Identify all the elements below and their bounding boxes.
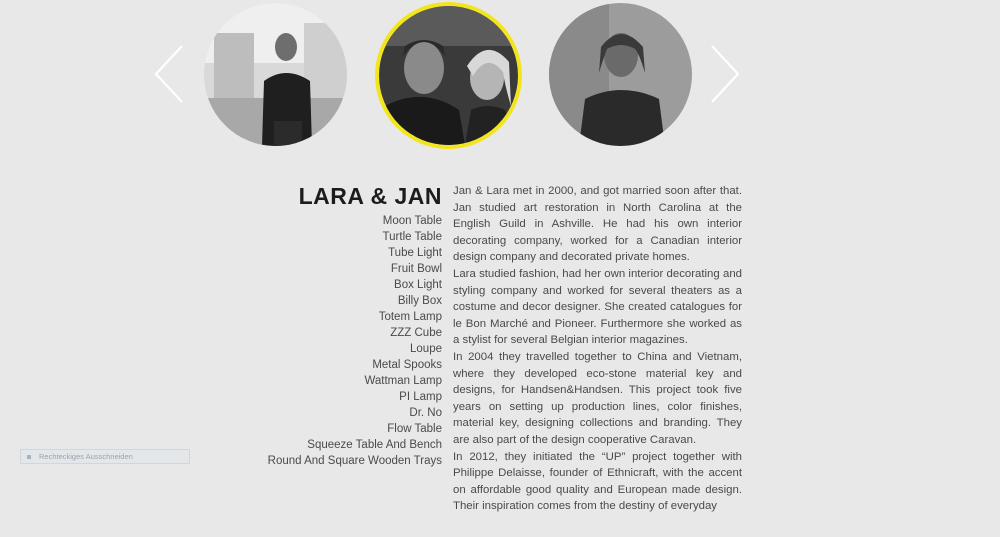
product-link[interactable]: Round And Square Wooden Trays bbox=[267, 455, 442, 467]
product-link[interactable]: Tube Light bbox=[388, 247, 442, 259]
designer-portrait-selected[interactable] bbox=[375, 2, 522, 149]
product-link[interactable]: Billy Box bbox=[397, 295, 442, 307]
product-link[interactable]: Box Light bbox=[394, 279, 442, 291]
designer-portrait-left[interactable] bbox=[204, 3, 347, 146]
tooltip-dot-icon bbox=[27, 455, 31, 459]
product-link[interactable]: Turtle Table bbox=[382, 231, 442, 243]
carousel-prev-button[interactable] bbox=[152, 42, 186, 106]
portrait-photo bbox=[379, 6, 518, 145]
product-link[interactable]: Metal Spooks bbox=[372, 359, 442, 371]
product-link[interactable]: Moon Table bbox=[382, 215, 442, 227]
tool-tooltip bbox=[20, 449, 190, 464]
product-link[interactable]: Totem Lamp bbox=[378, 311, 442, 323]
carousel-next-button[interactable] bbox=[708, 42, 742, 106]
portrait-photo bbox=[204, 3, 347, 146]
chevron-right-icon bbox=[708, 42, 742, 106]
product-link[interactable]: Flow Table bbox=[387, 423, 442, 435]
bio-paragraph: In 2012, they initiated the “UP” project together with Philippe Delaisse, founder of Ethnicraft, with the accent on affordable good quality and European made design. Their inspiration comes from the destiny of everyday bbox=[453, 450, 742, 513]
portrait-photo bbox=[549, 3, 692, 146]
product-link[interactable]: Fruit Bowl bbox=[390, 263, 442, 275]
designer-bio bbox=[453, 183, 742, 515]
bio-paragraph: Jan & Lara met in 2000, and got married soon after that. Jan studied art restoration in North Carolina at the English Guild in Ashville. He had his own interior decorating company, worked for a Canadian interior design company and decorated private homes. bbox=[453, 185, 742, 264]
bio-paragraph: Lara studied fashion, had her own interior decorating and styling company and worked for several theaters as a costume and decor designer. She created catalogues for le Bon Marché and Pioneer. Furthermore she worked as a stylist for several Belgian interior magazines. bbox=[453, 267, 742, 347]
bio-paragraph: In 2004 they travelled together to China and Vietnam, where they developed eco-stone material key and designs, for Handsen&Handsen. This project took five years on setting up production lines, color finishes, material key, designing collections and branding. They are also part of the design cooperative Caravan. bbox=[453, 350, 742, 446]
designer-name: LARA & JAN bbox=[298, 183, 442, 209]
designer-portrait-right[interactable] bbox=[549, 3, 692, 146]
product-list bbox=[240, 213, 442, 469]
product-link[interactable]: Wattman Lamp bbox=[364, 375, 442, 387]
product-link[interactable]: ZZZ Cube bbox=[390, 327, 442, 339]
chevron-left-icon bbox=[152, 42, 186, 106]
product-link[interactable]: Squeeze Table And Bench bbox=[307, 439, 442, 451]
product-link[interactable]: Loupe bbox=[410, 343, 442, 355]
product-link[interactable]: PI Lamp bbox=[399, 391, 442, 403]
tooltip-label: Rechteckiges Ausschneiden bbox=[39, 452, 133, 461]
product-link[interactable]: Dr. No bbox=[409, 407, 442, 419]
